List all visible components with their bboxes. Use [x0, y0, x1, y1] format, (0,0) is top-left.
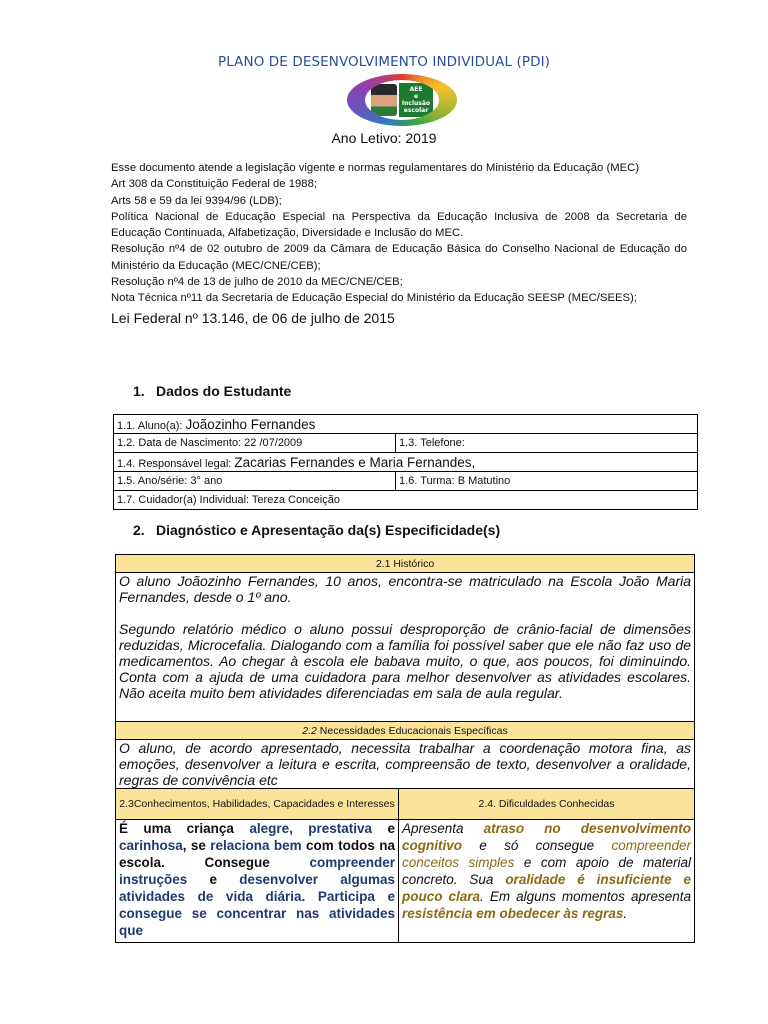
table-row — [114, 434, 698, 453]
conhecimentos-body — [116, 820, 399, 943]
conhecimentos-header: 2.3Conhecimentos, Habilidades, Capacidades e Interesses — [116, 789, 399, 820]
legal-line: Resolução nº4 de 13 de julho de 2010 da MEC/CNE/CEB; — [111, 276, 403, 289]
aee-logo — [347, 74, 457, 126]
legal-line: Arts 58 e 59 da lei 9394/96 (LDB); — [111, 194, 282, 207]
legal-references — [111, 160, 687, 327]
text-run: . Em alguns momentos apresenta — [480, 889, 691, 904]
necessidades-text: O aluno, de acordo apresentado, necessita trabalhar a coordenação motora fina, as emoções, desenvolver a leitura e escrita, compreensão de texto, desenvolver a oralidade, regras de convivência etc — [119, 740, 691, 788]
historico-label: 2.1 Histórico — [375, 557, 435, 570]
table-row — [116, 740, 695, 789]
necessidades-header — [116, 722, 695, 740]
text-run: . — [623, 906, 628, 921]
legal-line: Nota Técnica nº11 da Secretaria de Educação Especial do Ministério da Educação SEESP (MEC/SEES); — [111, 292, 637, 305]
logo-photo — [371, 84, 397, 116]
text-run: alegre, prestativa — [249, 821, 373, 836]
aluno-value: Joãozinho Fernandes — [185, 416, 316, 432]
dificuldades-header: 2.4. Dificuldades Conhecidas — [399, 789, 695, 820]
diagnosis-table — [115, 554, 695, 943]
text-run: com todos na escola. Consegue — [119, 838, 395, 870]
cell-telefone: 1.3. Telefone: — [396, 434, 698, 453]
necessidades-number: 2.2 — [302, 724, 317, 737]
table-row — [116, 555, 695, 573]
cell-cuidador: 1.7. Cuidador(a) Individual: Tereza Conceição — [114, 491, 698, 510]
text-run: relaciona bem — [210, 838, 302, 853]
text-run: desenvolver algumas atividades de vida diária — [119, 872, 395, 904]
text-run: concentrar nas atividades que — [119, 906, 395, 938]
section-title: Diagnóstico e Apresentação da(s) Especificidade(s) — [156, 522, 501, 538]
historico-paragraph: Segundo relatório médico o aluno possui desproporção de crânio-facial de dimensões reduzidas, Microcefalia. Dialogando com a família foi possível saber que ele não faz uso de medicamentos. Ao chegar à escola ele babava muito, o que, aos poucos, foi diminuindo. Conta com a ajuda de uma cuidadora para melhor desenvolver as atividades escolares. Não aceita muito bem atividades diferenciadas em sala de aula regular. — [119, 621, 691, 701]
section-number: 2. — [133, 522, 145, 538]
aluno-label: 1.1. Aluno(a): — [117, 419, 186, 432]
historico-body — [116, 573, 695, 722]
text-run: oralidade é insuficiente e pouco clara — [402, 872, 691, 904]
table-row — [116, 722, 695, 740]
historico-header — [116, 555, 695, 573]
legal-line: Esse documento atende a legislação vigente e normas regulamentares do Ministério da Educação (MEC) — [111, 162, 640, 174]
student-data-table — [113, 414, 698, 510]
text-run: e com apoio de material concreto. Sua — [402, 855, 692, 887]
table-row — [116, 573, 695, 722]
cell-nascimento: 1.2. Data de Nascimento: 22 /07/2009 — [114, 434, 396, 453]
section-heading-2 — [133, 522, 500, 538]
cell-responsavel — [114, 453, 698, 472]
cell-ano-serie: 1.5. Ano/série: 3° ano — [114, 472, 396, 491]
historico-paragraph: O aluno Joãozinho Fernandes, 10 anos, encontra-se matriculado na Escola João Maria Fernandes, desde o 1º ano. — [119, 573, 691, 605]
responsavel-value: Zacarias Fernandes e Maria Fernandes, — [234, 454, 476, 470]
section-title: Dados do Estudante — [156, 383, 292, 399]
section-heading-1 — [133, 383, 291, 399]
logo-sign-line2: e — [413, 93, 419, 100]
text-run: , se — [182, 838, 211, 853]
text-run: atraso no desenvolvimento cognitivo — [402, 821, 692, 853]
text-run: e — [187, 872, 240, 887]
school-year: Ano Letivo: 2019 — [331, 130, 437, 146]
table-row — [114, 491, 698, 510]
cell-aluno — [114, 415, 698, 434]
necessidades-body — [116, 740, 695, 789]
logo-sign-line3: Inclusão — [401, 100, 431, 107]
text-run: compreender instruções — [119, 855, 395, 887]
page-title: PLANO DE DESENVOLVIMENTO INDIVIDUAL (PDI) — [217, 54, 551, 70]
logo-inner — [365, 80, 439, 120]
text-run: resistência em obedecer às regras — [402, 906, 624, 921]
logo-sign-line1: AEE — [409, 86, 423, 93]
text-run: Apresenta — [402, 821, 484, 836]
table-row — [114, 453, 698, 472]
text-run: e só consegue — [462, 838, 612, 853]
logo-sign-line4: escolar — [403, 107, 429, 114]
legal-line: Política Nacional de Educação Especial na Perspectiva da Educação Inclusiva de 2008 da Secretaria de Educação Continuada, Alfabetização, Diversidade e Inclusão do MEC. — [111, 210, 687, 240]
cell-turma: 1.6. Turma: B Matutino — [396, 472, 698, 491]
dificuldades-body — [399, 820, 695, 943]
conhecimentos-text — [119, 821, 395, 938]
text-run: carinhosa — [119, 838, 183, 853]
lei-federal: Lei Federal nº 13.146, de 06 de julho de 2015 — [111, 309, 395, 326]
responsavel-label: 1.4. Responsável legal: — [117, 457, 235, 470]
legal-line: Resolução nº4 de 02 outubro de 2009 da Câmara de Educação Básica do Conselho Nacional de Educação do Ministério da Educação (MEC/CNE/CEB); — [111, 243, 687, 272]
dificuldades-text — [402, 821, 691, 921]
text-run: . Participa e consegue se — [119, 889, 395, 921]
necessidades-label: Necessidades Educacionais Específicas — [316, 724, 508, 737]
logo-sign — [399, 83, 433, 117]
table-row — [114, 472, 698, 491]
table-row — [114, 415, 698, 434]
section-number: 1. — [133, 383, 145, 399]
table-row — [116, 789, 695, 820]
text-run: compreender conceitos simples — [402, 838, 691, 870]
text-run: e — [372, 821, 395, 836]
legal-line: Art 308 da Constituição Federal de 1988; — [111, 178, 317, 191]
table-row — [116, 820, 695, 943]
text-run: É uma criança — [119, 821, 250, 836]
